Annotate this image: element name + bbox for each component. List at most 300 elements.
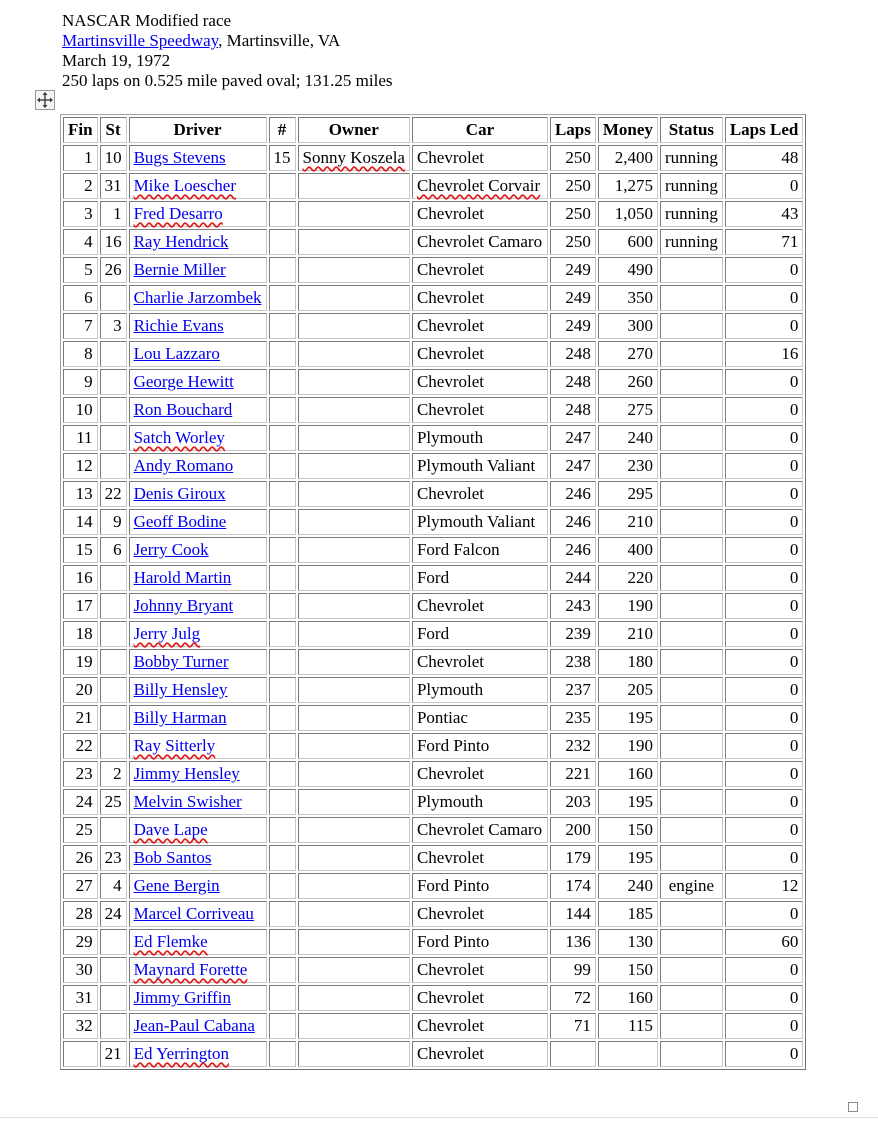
car-number-cell (269, 621, 296, 647)
laps-text: 246 (565, 512, 591, 531)
laps-cell (550, 789, 596, 815)
status-cell (660, 985, 723, 1011)
driver-link[interactable]: George Hewitt (133, 372, 234, 391)
money-cell (598, 705, 658, 731)
money-text: 185 (627, 904, 653, 923)
laps-cell (550, 817, 596, 843)
start-cell (100, 537, 127, 563)
money-cell (598, 985, 658, 1011)
laps-text: 238 (565, 652, 591, 671)
fin-cell (63, 481, 98, 507)
owner-cell (298, 425, 410, 451)
driver-link[interactable]: Billy Harman (133, 708, 227, 727)
start-cell (100, 453, 127, 479)
laps-cell (550, 621, 596, 647)
car-text: Chevrolet (416, 204, 485, 223)
laps-led-text: 0 (789, 820, 799, 839)
laps-led-cell (725, 817, 804, 843)
venue-link[interactable]: Martinsville Speedway (62, 31, 219, 50)
status-cell (660, 957, 723, 983)
driver-link[interactable]: Lou Lazzaro (133, 344, 220, 363)
car-text: Chevrolet (416, 1016, 485, 1035)
driver-link[interactable]: Bobby Turner (133, 652, 229, 671)
status-text: running (664, 204, 718, 223)
owner-cell (298, 901, 410, 927)
money-cell (598, 509, 658, 535)
car-text: Ford Pinto (416, 876, 490, 895)
venue-location: , Martinsville, VA (218, 31, 341, 50)
laps-led-cell (725, 761, 804, 787)
laps-led-cell (725, 901, 804, 927)
laps-led-cell (725, 173, 804, 199)
money-text: 150 (627, 960, 653, 979)
laps-led-text: 0 (789, 904, 799, 923)
laps-led-text: 0 (789, 400, 799, 419)
owner-cell (298, 677, 410, 703)
laps-led-text: 0 (789, 512, 799, 531)
owner-cell (298, 817, 410, 843)
owner-cell (298, 397, 410, 423)
table-row (63, 229, 803, 255)
car-text: Ford Pinto (416, 736, 490, 755)
start-cell (100, 733, 127, 759)
fin-cell (63, 313, 98, 339)
laps-led-text: 0 (789, 372, 799, 391)
table-row (63, 901, 803, 927)
laps-led-cell (725, 789, 804, 815)
start-cell (100, 481, 127, 507)
fin-text: 19 (75, 652, 93, 671)
race-venue (62, 31, 393, 51)
laps-text: 247 (565, 456, 591, 475)
start-cell (100, 285, 127, 311)
driver-link[interactable]: Bernie Miller (133, 260, 226, 279)
laps-led-cell (725, 957, 804, 983)
car-cell (412, 425, 548, 451)
laps-text: 249 (565, 288, 591, 307)
fin-text: 25 (75, 820, 93, 839)
money-text: 230 (627, 456, 653, 475)
start-cell (100, 425, 127, 451)
table-row (63, 341, 803, 367)
status-text: running (664, 176, 718, 195)
car-text: Ford Falcon (416, 540, 500, 559)
laps-led-cell (725, 1013, 804, 1039)
start-text: 10 (104, 148, 122, 167)
fin-text: 32 (75, 1016, 93, 1035)
laps-cell (550, 481, 596, 507)
laps-led-text: 0 (789, 680, 799, 699)
laps-cell (550, 1013, 596, 1039)
status-cell (660, 173, 723, 199)
fin-cell (63, 173, 98, 199)
start-cell (100, 621, 127, 647)
car-text: Chevrolet (416, 1044, 485, 1063)
resize-square-icon[interactable] (848, 1102, 858, 1112)
money-text: 270 (627, 344, 653, 363)
driver-link[interactable]: Johnny Bryant (133, 596, 234, 615)
start-text: 1 (113, 204, 122, 223)
money-cell (598, 957, 658, 983)
fin-cell (63, 985, 98, 1011)
driver-link[interactable]: Bugs Stevens (133, 148, 226, 167)
money-text: 1,275 (614, 176, 653, 195)
driver-cell (129, 705, 267, 731)
fin-text: 30 (75, 960, 93, 979)
car-number-cell (269, 453, 296, 479)
status-cell (660, 817, 723, 843)
owner-cell (298, 341, 410, 367)
car-text: Pontiac (416, 708, 468, 727)
car-text: Chevrolet (416, 260, 485, 279)
fin-cell (63, 621, 98, 647)
laps-text: 250 (565, 232, 591, 251)
driver-link[interactable]: Ray Hendrick (133, 232, 229, 251)
laps-led-cell (725, 565, 804, 591)
status-text: running (664, 232, 718, 251)
page-bottom-divider (0, 1117, 878, 1118)
car-cell (412, 817, 548, 843)
laps-cell (550, 341, 596, 367)
driver-cell (129, 285, 267, 311)
car-cell (412, 397, 548, 423)
money-text: 300 (627, 316, 653, 335)
driver-link[interactable]: Ray Sitterly (133, 736, 216, 755)
driver-cell (129, 817, 267, 843)
owner-cell (298, 1041, 410, 1067)
owner-cell (298, 285, 410, 311)
start-cell (100, 173, 127, 199)
car-number-cell (269, 509, 296, 535)
driver-link[interactable]: Richie Evans (133, 316, 224, 335)
laps-led-cell (725, 985, 804, 1011)
laps-led-text: 0 (789, 428, 799, 447)
money-text: 600 (627, 232, 653, 251)
driver-link[interactable]: Harold Martin (133, 568, 232, 587)
fin-cell (63, 285, 98, 311)
car-text: Chevrolet Camaro (416, 820, 543, 839)
table-row (63, 985, 803, 1011)
laps-cell (550, 537, 596, 563)
driver-link[interactable]: Charlie Jarzombek (133, 288, 262, 307)
laps-text: 250 (565, 148, 591, 167)
car-cell (412, 509, 548, 535)
laps-led-cell (725, 257, 804, 283)
table-row (63, 173, 803, 199)
driver-link[interactable]: Denis Giroux (133, 484, 226, 503)
start-text: 16 (104, 232, 122, 251)
fin-text: 17 (75, 596, 93, 615)
table-row (63, 705, 803, 731)
fin-cell (63, 845, 98, 871)
fin-text: 4 (84, 232, 93, 251)
table-row (63, 369, 803, 395)
owner-cell (298, 201, 410, 227)
start-cell (100, 705, 127, 731)
col-car-header: Car (412, 117, 548, 143)
driver-link[interactable]: Jimmy Hensley (133, 764, 240, 783)
money-text: 150 (627, 820, 653, 839)
car-text: Chevrolet (416, 148, 485, 167)
money-text: 2,400 (614, 148, 653, 167)
table-header-row (63, 117, 803, 143)
laps-text: 249 (565, 260, 591, 279)
fin-cell (63, 1041, 98, 1067)
fin-cell (63, 509, 98, 535)
driver-link[interactable]: Bob Santos (133, 848, 212, 867)
owner-cell (298, 649, 410, 675)
car-number-cell (269, 229, 296, 255)
laps-led-cell (725, 369, 804, 395)
fin-text: 15 (75, 540, 93, 559)
laps-text: 249 (565, 316, 591, 335)
fin-cell (63, 817, 98, 843)
car-text: Chevrolet (416, 988, 485, 1007)
driver-cell (129, 929, 267, 955)
money-text: 160 (627, 764, 653, 783)
car-cell (412, 481, 548, 507)
car-number-cell (269, 845, 296, 871)
start-cell (100, 845, 127, 871)
money-cell (598, 873, 658, 899)
fin-text: 5 (84, 260, 93, 279)
start-cell (100, 1013, 127, 1039)
laps-led-text: 60 (781, 932, 799, 951)
driver-cell (129, 901, 267, 927)
car-number-cell (269, 565, 296, 591)
car-cell (412, 873, 548, 899)
car-number-cell (269, 817, 296, 843)
driver-link[interactable]: Satch Worley (133, 428, 225, 447)
car-text: Chevrolet (416, 848, 485, 867)
driver-link[interactable]: Jean-Paul Cabana (133, 1016, 255, 1035)
driver-cell (129, 1013, 267, 1039)
race-date: March 19, 1972 (62, 51, 171, 70)
fin-text: 11 (76, 428, 93, 447)
laps-cell (550, 173, 596, 199)
start-text: 9 (113, 512, 122, 531)
driver-link[interactable]: Ed Flemke (133, 932, 208, 951)
driver-link[interactable]: Maynard Forette (133, 960, 248, 979)
money-text: 195 (627, 792, 653, 811)
fin-text: 14 (75, 512, 93, 531)
owner-cell (298, 873, 410, 899)
col-status-header: Status (660, 117, 723, 143)
laps-cell (550, 985, 596, 1011)
status-cell (660, 649, 723, 675)
owner-cell (298, 985, 410, 1011)
laps-cell (550, 845, 596, 871)
status-cell (660, 229, 723, 255)
car-number-cell (269, 201, 296, 227)
fin-cell (63, 201, 98, 227)
car-cell (412, 1013, 548, 1039)
laps-led-text: 48 (781, 148, 799, 167)
laps-cell (550, 369, 596, 395)
owner-cell (298, 509, 410, 535)
table-row (63, 1013, 803, 1039)
laps-text: 243 (565, 596, 591, 615)
move-arrows-icon[interactable] (35, 90, 55, 110)
laps-cell (550, 593, 596, 619)
laps-led-text: 0 (789, 988, 799, 1007)
money-cell (598, 593, 658, 619)
fin-cell (63, 1013, 98, 1039)
driver-cell (129, 733, 267, 759)
laps-cell (550, 509, 596, 535)
driver-cell (129, 985, 267, 1011)
table-row (63, 873, 803, 899)
owner-cell (298, 453, 410, 479)
driver-link[interactable]: Mike Loescher (133, 176, 236, 195)
fin-text: 31 (75, 988, 93, 1007)
car-number-cell (269, 285, 296, 311)
laps-led-cell (725, 1041, 804, 1067)
driver-link[interactable]: Dave Lape (133, 820, 208, 839)
table-row (63, 1041, 803, 1067)
table-row (63, 509, 803, 535)
car-number-cell (269, 1013, 296, 1039)
money-cell (598, 845, 658, 871)
money-cell (598, 789, 658, 815)
car-text: Chevrolet (416, 344, 485, 363)
start-cell (100, 397, 127, 423)
status-cell (660, 369, 723, 395)
driver-cell (129, 201, 267, 227)
money-text: 240 (627, 876, 653, 895)
fin-text: 28 (75, 904, 93, 923)
money-text: 400 (627, 540, 653, 559)
table-row (63, 201, 803, 227)
table-row (63, 761, 803, 787)
driver-link[interactable]: Jerry Cook (133, 540, 209, 559)
car-text: Chevrolet Camaro (416, 232, 543, 251)
car-text: Chevrolet (416, 400, 485, 419)
car-text: Plymouth (416, 792, 484, 811)
fin-cell (63, 565, 98, 591)
money-text: 295 (627, 484, 653, 503)
laps-led-text: 0 (789, 596, 799, 615)
driver-link[interactable]: Jimmy Griffin (133, 988, 231, 1007)
driver-link[interactable]: Jerry Julg (133, 624, 201, 643)
laps-text: 179 (565, 848, 591, 867)
race-description: 250 laps on 0.525 mile paved oval; 131.25 miles (62, 71, 393, 90)
car-text: Chevrolet (416, 316, 485, 335)
car-text: Chevrolet (416, 596, 485, 615)
driver-cell (129, 845, 267, 871)
laps-text: 250 (565, 204, 591, 223)
laps-cell (550, 201, 596, 227)
car-number-cell (269, 593, 296, 619)
laps-cell (550, 677, 596, 703)
laps-cell (550, 313, 596, 339)
car-text: Plymouth (416, 428, 484, 447)
money-cell (598, 425, 658, 451)
laps-led-cell (725, 313, 804, 339)
fin-text: 27 (75, 876, 93, 895)
driver-cell (129, 593, 267, 619)
owner-cell (298, 957, 410, 983)
car-cell (412, 285, 548, 311)
money-text: 160 (627, 988, 653, 1007)
car-cell (412, 313, 548, 339)
col-driver-header: Driver (129, 117, 267, 143)
race-title: NASCAR Modified race (62, 11, 232, 30)
laps-cell (550, 257, 596, 283)
status-cell (660, 677, 723, 703)
status-cell (660, 453, 723, 479)
status-text: engine (668, 876, 715, 895)
driver-link[interactable]: Marcel Corriveau (133, 904, 254, 923)
driver-link[interactable]: Andy Romano (133, 456, 234, 475)
fin-text: 18 (75, 624, 93, 643)
status-cell (660, 845, 723, 871)
driver-link[interactable]: Billy Hensley (133, 680, 228, 699)
start-cell (100, 369, 127, 395)
car-number-cell (269, 397, 296, 423)
car-text: Plymouth Valiant (416, 512, 536, 531)
results-body (63, 145, 803, 1067)
car-cell (412, 845, 548, 871)
fin-text: 23 (75, 764, 93, 783)
money-cell (598, 929, 658, 955)
car-text: Chevrolet (416, 904, 485, 923)
driver-link[interactable]: Ron Bouchard (133, 400, 233, 419)
laps-led-text: 0 (789, 176, 799, 195)
money-cell (598, 1013, 658, 1039)
car-cell (412, 565, 548, 591)
owner-cell (298, 369, 410, 395)
owner-cell (298, 705, 410, 731)
laps-led-text: 0 (789, 456, 799, 475)
car-text: Plymouth (416, 680, 484, 699)
driver-link[interactable]: Geoff Bodine (133, 512, 227, 531)
driver-link[interactable]: Fred Desarro (133, 204, 223, 223)
laps-led-cell (725, 649, 804, 675)
money-text: 210 (627, 624, 653, 643)
laps-text: 136 (565, 932, 591, 951)
status-cell (660, 145, 723, 171)
laps-cell (550, 705, 596, 731)
money-cell (598, 649, 658, 675)
table-row (63, 285, 803, 311)
status-cell (660, 789, 723, 815)
driver-link[interactable]: Ed Yerrington (133, 1044, 229, 1063)
laps-text: 71 (573, 1016, 591, 1035)
car-number-cell (269, 873, 296, 899)
car-cell (412, 537, 548, 563)
driver-link[interactable]: Melvin Swisher (133, 792, 242, 811)
money-cell (598, 817, 658, 843)
laps-led-text: 0 (789, 792, 799, 811)
driver-cell (129, 481, 267, 507)
laps-led-text: 0 (789, 484, 799, 503)
laps-text: 246 (565, 540, 591, 559)
table-row (63, 789, 803, 815)
driver-link[interactable]: Gene Bergin (133, 876, 220, 895)
laps-led-cell (725, 845, 804, 871)
laps-cell (550, 285, 596, 311)
start-cell (100, 957, 127, 983)
start-cell (100, 789, 127, 815)
laps-led-cell (725, 229, 804, 255)
driver-cell (129, 649, 267, 675)
laps-led-cell (725, 873, 804, 899)
money-cell (598, 397, 658, 423)
car-number-cell (269, 173, 296, 199)
driver-cell (129, 761, 267, 787)
driver-cell (129, 229, 267, 255)
